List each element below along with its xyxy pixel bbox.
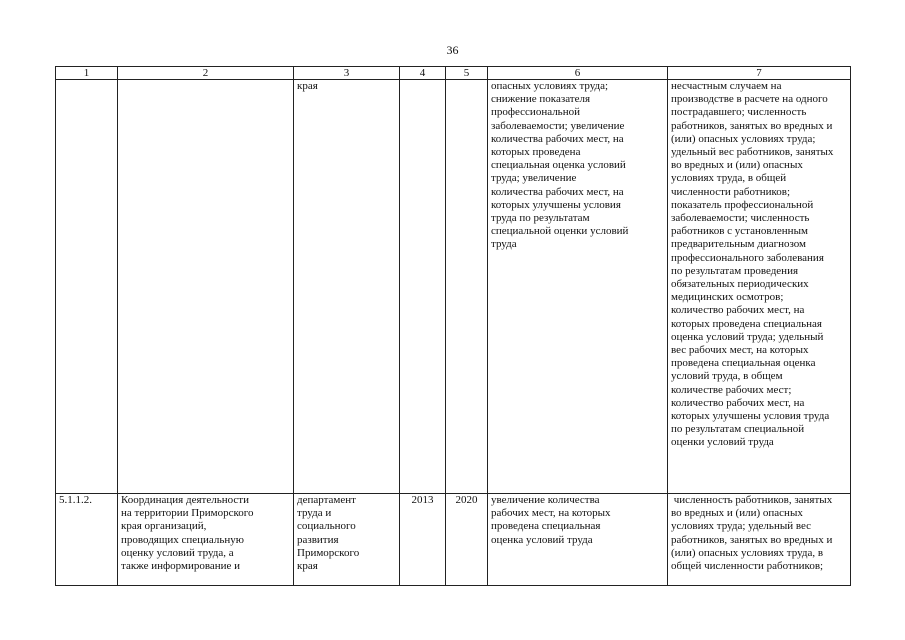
program-table [55, 66, 851, 586]
expected-result-cell: опасных условиях труда; снижение показателя профессиональной заболеваемости; увеличение количества рабочих мест, на которых проведена специальная оценка условий труда; увеличение количества рабочих мест, на которых улучшены условия труда по результатам специальной оценки условий труда [488, 80, 668, 494]
activity-cell: Координация деятельности на территории Приморского края организаций, проводящих специальную оценку условий труда, а также информирование и [118, 494, 294, 586]
column-number-4: 4 [400, 67, 446, 80]
executor-cell: края [294, 80, 400, 494]
end-year-cell: 2020 [446, 494, 488, 586]
item-number-cell [56, 80, 118, 494]
table-row [56, 80, 851, 494]
column-number-6: 6 [488, 67, 668, 80]
page-number: 36 [446, 43, 459, 57]
start-year-cell [400, 80, 446, 494]
activity-cell [118, 80, 294, 494]
table-row [56, 494, 851, 586]
column-number-1: 1 [56, 67, 118, 80]
executor-cell: департамент труда и социального развития Приморского края [294, 494, 400, 586]
column-number-3: 3 [294, 67, 400, 80]
column-number-7: 7 [668, 67, 851, 80]
column-number-5: 5 [446, 67, 488, 80]
end-year-cell [446, 80, 488, 494]
item-number-cell: 5.1.1.2. [56, 494, 118, 586]
column-number-row [56, 67, 851, 80]
indicators-cell: несчастным случаем на производстве в расчете на одного пострадавшего; численность работников, занятых во вредных и (или) опасных условиях труда; удельный вес работников, занятых во вредных и (или) опасных условиях труда, в общей численности работников; показатель профессиональной заболеваемости; численность работников с установленным предварительным диагнозом профессионального заболевания по результатам проведения обязательных периодических медицинских осмотров; количество рабочих мест, на которых проведена специальная оценка условий труда; удельный вес рабочих мест, на которых проведена специальная оценка условий труда, в общем количестве рабочих мест; количество рабочих мест, на которых улучшены условия труда по результатам специальной оценки условий труда [668, 80, 851, 494]
start-year-cell: 2013 [400, 494, 446, 586]
indicators-cell: численность работников, занятых во вредных и (или) опасных условиях труда; удельный вес работников, занятых во вредных и (или) опасных условиях труда, в общей численности работников; [668, 494, 851, 586]
expected-result-cell: увеличение количества рабочих мест, на которых проведена специальная оценка условий труда [488, 494, 668, 586]
column-number-2: 2 [118, 67, 294, 80]
